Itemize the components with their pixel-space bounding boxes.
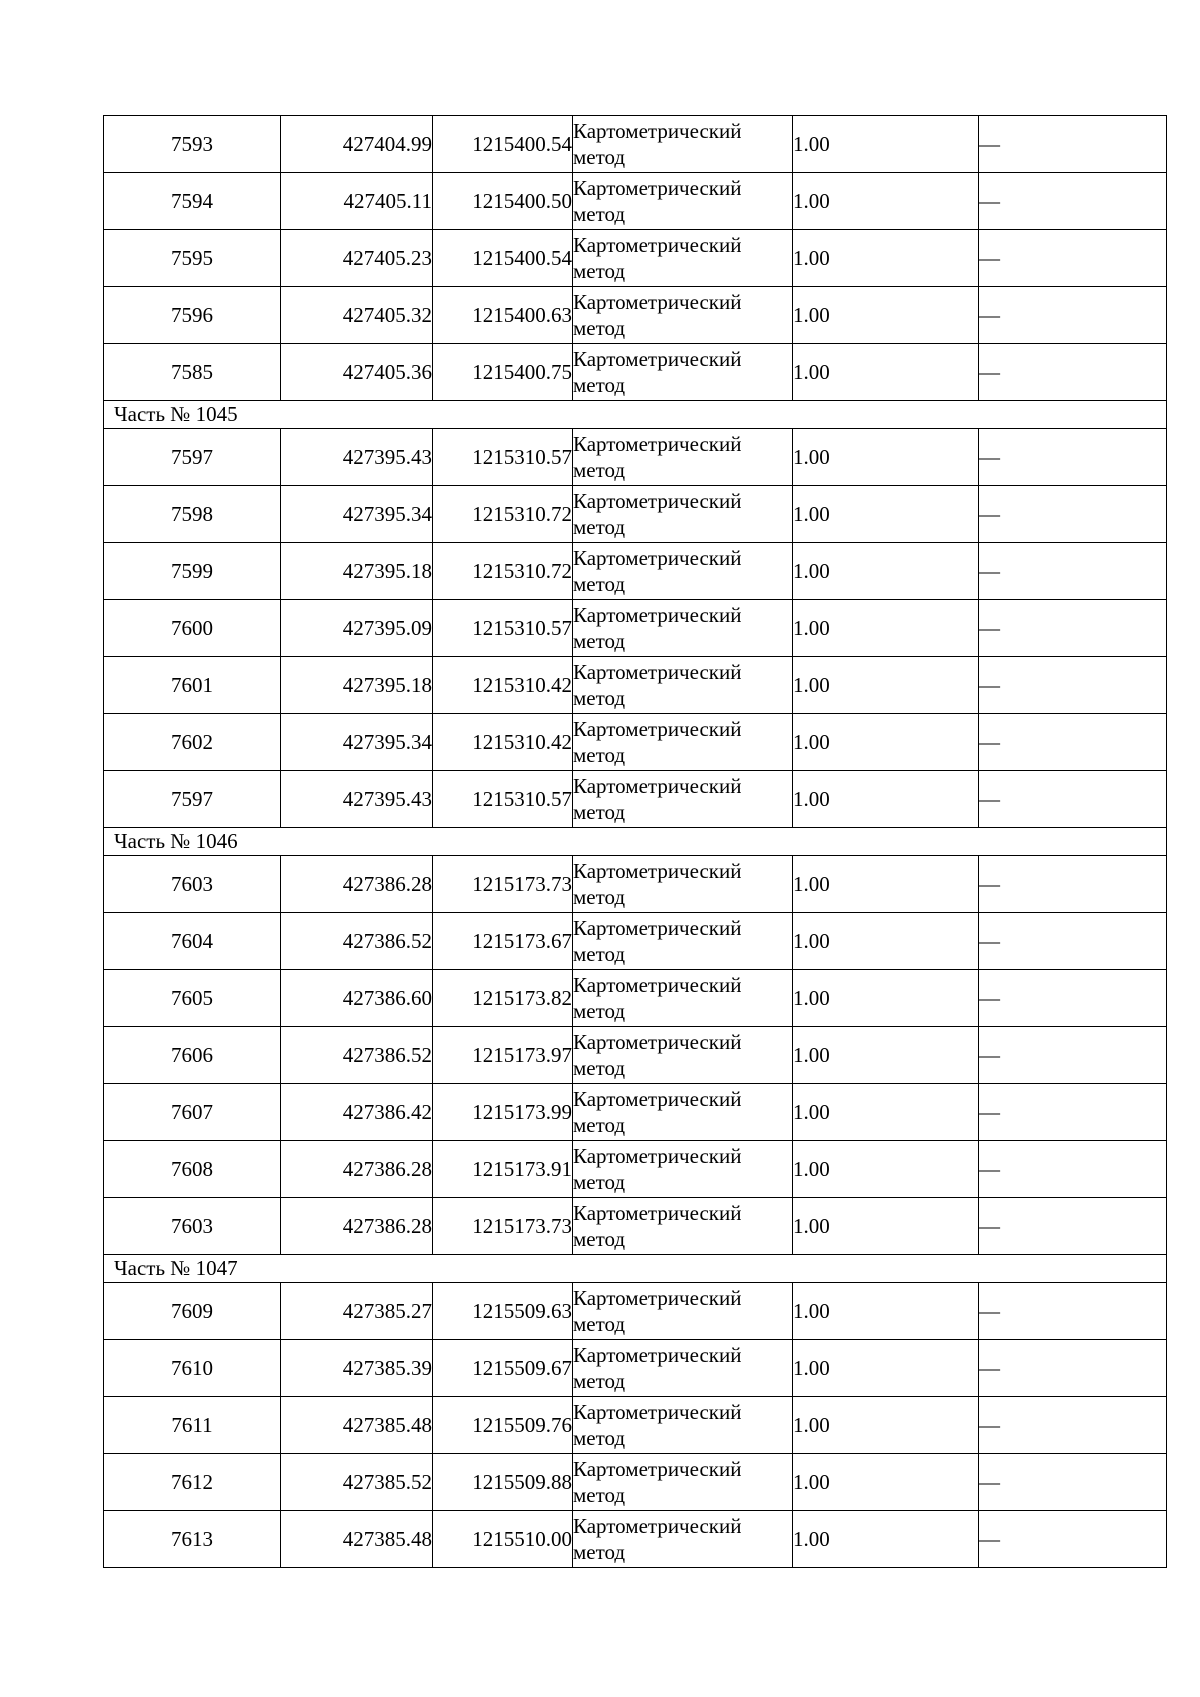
method-line-1: Картометрический xyxy=(573,1201,742,1225)
y-coordinate-cell: 1215173.82 xyxy=(433,970,573,1027)
method-line-2: метод xyxy=(573,373,626,397)
accuracy-cell: 1.00 xyxy=(793,913,979,970)
y-coordinate-cell: 1215173.73 xyxy=(433,1198,573,1255)
y-coordinate-cell: 1215310.42 xyxy=(433,657,573,714)
method-line-2: метод xyxy=(573,1113,626,1137)
point-number-cell: 7603 xyxy=(104,1198,281,1255)
y-coordinate-cell: 1215173.97 xyxy=(433,1027,573,1084)
table-row xyxy=(104,543,1167,600)
y-coordinate-cell: 1215173.91 xyxy=(433,1141,573,1198)
method-line-2: метод xyxy=(573,1369,626,1393)
x-coordinate-cell: 427404.99 xyxy=(281,116,433,173)
point-number-cell: 7607 xyxy=(104,1084,281,1141)
table-row xyxy=(104,429,1167,486)
method-line-2: метод xyxy=(573,629,626,653)
method-line-2: метод xyxy=(573,259,626,283)
y-coordinate-cell: 1215509.88 xyxy=(433,1454,573,1511)
note-cell: — xyxy=(979,856,1167,913)
note-cell: — xyxy=(979,1198,1167,1255)
accuracy-cell: 1.00 xyxy=(793,600,979,657)
method-cell xyxy=(573,714,793,771)
accuracy-cell: 1.00 xyxy=(793,1511,979,1568)
table-row xyxy=(104,1283,1167,1340)
note-cell: — xyxy=(979,344,1167,401)
x-coordinate-cell: 427405.23 xyxy=(281,230,433,287)
accuracy-cell: 1.00 xyxy=(793,287,979,344)
accuracy-cell: 1.00 xyxy=(793,173,979,230)
method-line-2: метод xyxy=(573,743,626,767)
part-label: Часть № 1047 xyxy=(104,1255,1167,1283)
method-cell xyxy=(573,287,793,344)
point-number-cell: 7609 xyxy=(104,1283,281,1340)
table-row xyxy=(104,714,1167,771)
method-cell xyxy=(573,970,793,1027)
note-cell: — xyxy=(979,714,1167,771)
method-line-1: Картометрический xyxy=(573,603,742,627)
accuracy-cell: 1.00 xyxy=(793,116,979,173)
note-cell: — xyxy=(979,600,1167,657)
accuracy-cell: 1.00 xyxy=(793,856,979,913)
x-coordinate-cell: 427385.48 xyxy=(281,1511,433,1568)
accuracy-cell: 1.00 xyxy=(793,1141,979,1198)
method-line-2: метод xyxy=(573,316,626,340)
table-row xyxy=(104,1340,1167,1397)
note-cell: — xyxy=(979,1084,1167,1141)
point-number-cell: 7605 xyxy=(104,970,281,1027)
y-coordinate-cell: 1215400.50 xyxy=(433,173,573,230)
point-number-cell: 7597 xyxy=(104,429,281,486)
accuracy-cell: 1.00 xyxy=(793,1027,979,1084)
method-cell xyxy=(573,1511,793,1568)
method-line-1: Картометрический xyxy=(573,916,742,940)
method-cell xyxy=(573,1084,793,1141)
table-row xyxy=(104,1084,1167,1141)
x-coordinate-cell: 427405.36 xyxy=(281,344,433,401)
note-cell: — xyxy=(979,771,1167,828)
x-coordinate-cell: 427385.48 xyxy=(281,1397,433,1454)
part-header-row xyxy=(104,1255,1167,1283)
y-coordinate-cell: 1215510.00 xyxy=(433,1511,573,1568)
method-line-1: Картометрический xyxy=(573,717,742,741)
note-cell: — xyxy=(979,486,1167,543)
method-cell xyxy=(573,344,793,401)
note-cell: — xyxy=(979,116,1167,173)
method-line-2: метод xyxy=(573,572,626,596)
method-line-1: Картометрический xyxy=(573,119,742,143)
accuracy-cell: 1.00 xyxy=(793,1283,979,1340)
note-cell: — xyxy=(979,287,1167,344)
x-coordinate-cell: 427386.28 xyxy=(281,1198,433,1255)
accuracy-cell: 1.00 xyxy=(793,543,979,600)
x-coordinate-cell: 427386.60 xyxy=(281,970,433,1027)
table-row xyxy=(104,173,1167,230)
note-cell: — xyxy=(979,1340,1167,1397)
coordinates-table xyxy=(103,115,1167,1568)
x-coordinate-cell: 427395.34 xyxy=(281,486,433,543)
method-line-2: метод xyxy=(573,800,626,824)
coordinates-table-body xyxy=(104,116,1167,1568)
point-number-cell: 7594 xyxy=(104,173,281,230)
point-number-cell: 7597 xyxy=(104,771,281,828)
point-number-cell: 7596 xyxy=(104,287,281,344)
method-cell xyxy=(573,1454,793,1511)
point-number-cell: 7611 xyxy=(104,1397,281,1454)
x-coordinate-cell: 427386.52 xyxy=(281,1027,433,1084)
method-line-1: Картометрический xyxy=(573,347,742,371)
note-cell: — xyxy=(979,230,1167,287)
method-cell xyxy=(573,173,793,230)
method-cell xyxy=(573,486,793,543)
accuracy-cell: 1.00 xyxy=(793,714,979,771)
note-cell: — xyxy=(979,913,1167,970)
point-number-cell: 7599 xyxy=(104,543,281,600)
method-line-1: Картометрический xyxy=(573,233,742,257)
point-number-cell: 7610 xyxy=(104,1340,281,1397)
method-line-2: метод xyxy=(573,999,626,1023)
method-cell xyxy=(573,771,793,828)
note-cell: — xyxy=(979,429,1167,486)
point-number-cell: 7585 xyxy=(104,344,281,401)
x-coordinate-cell: 427395.43 xyxy=(281,771,433,828)
method-line-2: метод xyxy=(573,942,626,966)
method-line-1: Картометрический xyxy=(573,432,742,456)
table-row xyxy=(104,1198,1167,1255)
method-line-1: Картометрический xyxy=(573,290,742,314)
table-row xyxy=(104,1027,1167,1084)
accuracy-cell: 1.00 xyxy=(793,429,979,486)
method-cell xyxy=(573,913,793,970)
note-cell: — xyxy=(979,543,1167,600)
y-coordinate-cell: 1215400.54 xyxy=(433,116,573,173)
point-number-cell: 7613 xyxy=(104,1511,281,1568)
x-coordinate-cell: 427386.28 xyxy=(281,1141,433,1198)
method-line-1: Картометрический xyxy=(573,660,742,684)
x-coordinate-cell: 427405.32 xyxy=(281,287,433,344)
accuracy-cell: 1.00 xyxy=(793,1340,979,1397)
note-cell: — xyxy=(979,1027,1167,1084)
part-header-row xyxy=(104,401,1167,429)
table-row xyxy=(104,116,1167,173)
accuracy-cell: 1.00 xyxy=(793,657,979,714)
method-cell xyxy=(573,116,793,173)
method-line-1: Картометрический xyxy=(573,1343,742,1367)
table-row xyxy=(104,486,1167,543)
table-row xyxy=(104,230,1167,287)
method-cell xyxy=(573,657,793,714)
y-coordinate-cell: 1215310.57 xyxy=(433,600,573,657)
method-line-1: Картометрический xyxy=(573,1144,742,1168)
method-cell xyxy=(573,230,793,287)
method-line-2: метод xyxy=(573,1227,626,1251)
method-cell xyxy=(573,1027,793,1084)
point-number-cell: 7608 xyxy=(104,1141,281,1198)
method-line-1: Картометрический xyxy=(573,1030,742,1054)
method-line-1: Картометрический xyxy=(573,546,742,570)
method-line-1: Картометрический xyxy=(573,1514,742,1538)
method-cell xyxy=(573,543,793,600)
method-cell xyxy=(573,600,793,657)
x-coordinate-cell: 427395.18 xyxy=(281,657,433,714)
table-row xyxy=(104,1141,1167,1198)
table-row xyxy=(104,856,1167,913)
accuracy-cell: 1.00 xyxy=(793,1198,979,1255)
table-row xyxy=(104,913,1167,970)
point-number-cell: 7606 xyxy=(104,1027,281,1084)
part-label: Часть № 1046 xyxy=(104,828,1167,856)
method-line-2: метод xyxy=(573,1483,626,1507)
note-cell: — xyxy=(979,1511,1167,1568)
point-number-cell: 7604 xyxy=(104,913,281,970)
method-line-1: Картометрический xyxy=(573,973,742,997)
method-line-1: Картометрический xyxy=(573,1457,742,1481)
method-cell xyxy=(573,1141,793,1198)
accuracy-cell: 1.00 xyxy=(793,486,979,543)
y-coordinate-cell: 1215310.42 xyxy=(433,714,573,771)
note-cell: — xyxy=(979,1454,1167,1511)
table-row xyxy=(104,1397,1167,1454)
x-coordinate-cell: 427385.39 xyxy=(281,1340,433,1397)
accuracy-cell: 1.00 xyxy=(793,970,979,1027)
method-line-2: метод xyxy=(573,458,626,482)
y-coordinate-cell: 1215509.76 xyxy=(433,1397,573,1454)
y-coordinate-cell: 1215173.67 xyxy=(433,913,573,970)
part-header-row xyxy=(104,828,1167,856)
x-coordinate-cell: 427395.34 xyxy=(281,714,433,771)
x-coordinate-cell: 427395.43 xyxy=(281,429,433,486)
x-coordinate-cell: 427385.52 xyxy=(281,1454,433,1511)
table-row xyxy=(104,344,1167,401)
accuracy-cell: 1.00 xyxy=(793,344,979,401)
table-row xyxy=(104,287,1167,344)
method-line-1: Картометрический xyxy=(573,1286,742,1310)
point-number-cell: 7612 xyxy=(104,1454,281,1511)
method-line-2: метод xyxy=(573,515,626,539)
point-number-cell: 7600 xyxy=(104,600,281,657)
x-coordinate-cell: 427395.18 xyxy=(281,543,433,600)
accuracy-cell: 1.00 xyxy=(793,1454,979,1511)
table-row xyxy=(104,657,1167,714)
method-line-1: Картометрический xyxy=(573,1087,742,1111)
accuracy-cell: 1.00 xyxy=(793,1084,979,1141)
method-line-1: Картометрический xyxy=(573,1400,742,1424)
method-line-2: метод xyxy=(573,145,626,169)
method-line-2: метод xyxy=(573,1426,626,1450)
y-coordinate-cell: 1215400.54 xyxy=(433,230,573,287)
note-cell: — xyxy=(979,970,1167,1027)
method-line-2: метод xyxy=(573,1170,626,1194)
note-cell: — xyxy=(979,173,1167,230)
method-cell xyxy=(573,1198,793,1255)
method-line-2: метод xyxy=(573,1312,626,1336)
note-cell: — xyxy=(979,1141,1167,1198)
method-line-1: Картометрический xyxy=(573,859,742,883)
note-cell: — xyxy=(979,657,1167,714)
x-coordinate-cell: 427386.52 xyxy=(281,913,433,970)
y-coordinate-cell: 1215509.63 xyxy=(433,1283,573,1340)
table-row xyxy=(104,970,1167,1027)
method-line-1: Картометрический xyxy=(573,774,742,798)
note-cell: — xyxy=(979,1397,1167,1454)
y-coordinate-cell: 1215400.63 xyxy=(433,287,573,344)
y-coordinate-cell: 1215400.75 xyxy=(433,344,573,401)
y-coordinate-cell: 1215310.72 xyxy=(433,486,573,543)
point-number-cell: 7595 xyxy=(104,230,281,287)
table-row xyxy=(104,600,1167,657)
point-number-cell: 7598 xyxy=(104,486,281,543)
x-coordinate-cell: 427395.09 xyxy=(281,600,433,657)
method-cell xyxy=(573,856,793,913)
x-coordinate-cell: 427405.11 xyxy=(281,173,433,230)
y-coordinate-cell: 1215173.99 xyxy=(433,1084,573,1141)
method-cell xyxy=(573,1283,793,1340)
method-line-1: Картометрический xyxy=(573,176,742,200)
method-cell xyxy=(573,1340,793,1397)
note-cell: — xyxy=(979,1283,1167,1340)
table-row xyxy=(104,1454,1167,1511)
point-number-cell: 7593 xyxy=(104,116,281,173)
method-line-2: метод xyxy=(573,686,626,710)
point-number-cell: 7603 xyxy=(104,856,281,913)
accuracy-cell: 1.00 xyxy=(793,1397,979,1454)
part-label: Часть № 1045 xyxy=(104,401,1167,429)
y-coordinate-cell: 1215310.72 xyxy=(433,543,573,600)
x-coordinate-cell: 427386.28 xyxy=(281,856,433,913)
y-coordinate-cell: 1215310.57 xyxy=(433,771,573,828)
method-cell xyxy=(573,1397,793,1454)
table-row xyxy=(104,771,1167,828)
x-coordinate-cell: 427386.42 xyxy=(281,1084,433,1141)
point-number-cell: 7602 xyxy=(104,714,281,771)
table-row xyxy=(104,1511,1167,1568)
method-line-1: Картометрический xyxy=(573,489,742,513)
method-line-2: метод xyxy=(573,1540,626,1564)
method-cell xyxy=(573,429,793,486)
method-line-2: метод xyxy=(573,1056,626,1080)
y-coordinate-cell: 1215173.73 xyxy=(433,856,573,913)
y-coordinate-cell: 1215509.67 xyxy=(433,1340,573,1397)
x-coordinate-cell: 427385.27 xyxy=(281,1283,433,1340)
point-number-cell: 7601 xyxy=(104,657,281,714)
method-line-2: метод xyxy=(573,202,626,226)
method-line-2: метод xyxy=(573,885,626,909)
accuracy-cell: 1.00 xyxy=(793,771,979,828)
accuracy-cell: 1.00 xyxy=(793,230,979,287)
y-coordinate-cell: 1215310.57 xyxy=(433,429,573,486)
